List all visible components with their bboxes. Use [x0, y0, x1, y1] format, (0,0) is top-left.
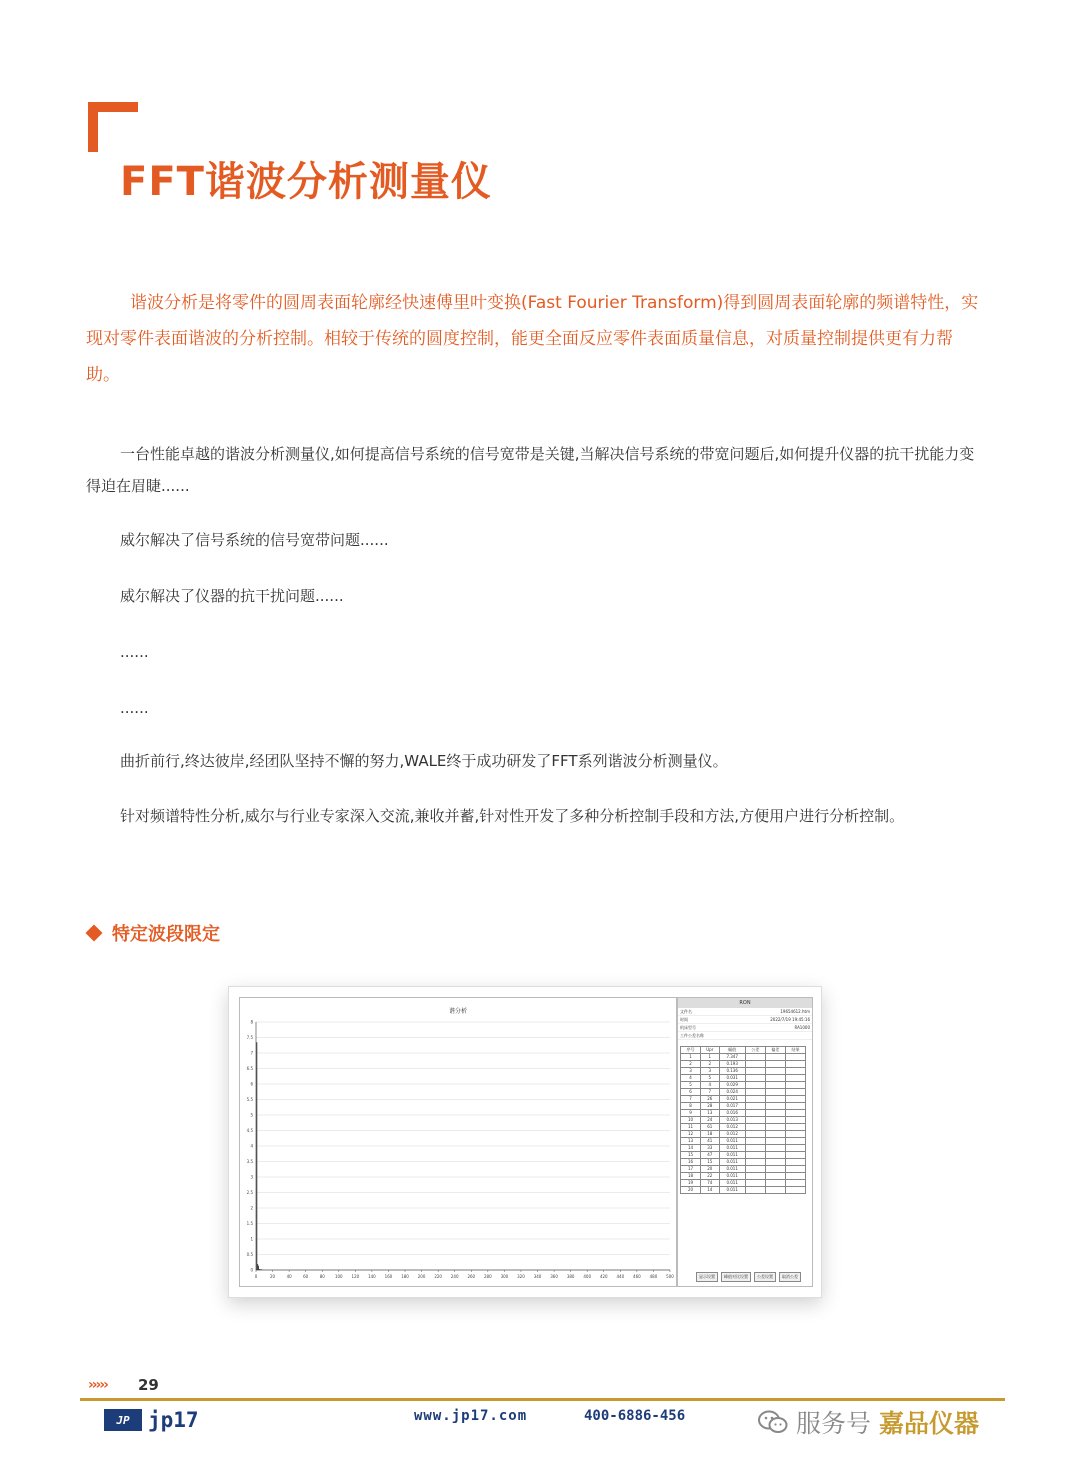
table-cell: [765, 1166, 785, 1173]
table-header-cell: Upr: [701, 1047, 719, 1054]
x-tick-label: 280: [484, 1274, 492, 1279]
table-cell: 0.021: [719, 1096, 745, 1103]
footer-arrows: ›››››: [88, 1377, 107, 1393]
table-cell: 0.012: [719, 1131, 745, 1138]
table-cell: [745, 1159, 765, 1166]
table-cell: [745, 1103, 765, 1110]
table-cell: 7.347: [719, 1054, 745, 1061]
results-panel-header: RON: [678, 998, 812, 1008]
table-cell: 12: [681, 1131, 701, 1138]
table-row: [681, 1061, 806, 1068]
table-row: [681, 1159, 806, 1166]
table-cell: [765, 1075, 785, 1082]
y-tick-label: 5: [250, 1112, 253, 1118]
table-cell: 0.012: [719, 1124, 745, 1131]
table-cell: [785, 1110, 805, 1117]
x-tick-label: 100: [334, 1274, 343, 1279]
x-tick-label: 80: [319, 1274, 325, 1279]
table-cell: [765, 1110, 785, 1117]
body-paragraph: ......: [120, 643, 149, 661]
body-paragraph: 一台性能卓越的谐波分析测量仪,如何提高信号系统的信号宽带是关键,当解决信号系统的带宽问题后,如何提升仪器的抗干扰能力变得迫在眉睫......: [86, 445, 975, 495]
table-cell: 16: [681, 1159, 701, 1166]
table-row: [681, 1166, 806, 1173]
table-row: [681, 1145, 806, 1152]
body-paragraph: 曲折前行,终达彼岸,经团队坚持不懈的努力,WALE终于成功研发了FFT系列谐波分析测量仪。: [120, 752, 728, 770]
table-cell: [765, 1159, 785, 1166]
table-cell: 0.011: [719, 1145, 745, 1152]
y-tick-label: 4.5: [246, 1128, 253, 1133]
logo-text: jp17: [148, 1408, 199, 1432]
table-cell: [745, 1145, 765, 1152]
body-paragraph: 针对频谱特性分析,威尔与行业专家深入交流,兼收并蓄,针对性开发了多种分析控制手段和方法,方便用户进行分析控制。: [120, 807, 905, 825]
table-cell: 14: [701, 1187, 719, 1194]
title-corner-mark-vertical: [88, 102, 98, 152]
x-tick-label: 160: [384, 1274, 393, 1279]
table-cell: 9: [681, 1110, 701, 1117]
x-tick-label: 440: [616, 1274, 625, 1279]
y-tick-label: 1.5: [246, 1221, 253, 1226]
table-cell: [765, 1173, 785, 1180]
table-header-cell: 偏差: [765, 1047, 785, 1054]
table-row: [681, 1075, 806, 1082]
body-paragraph: ......: [120, 699, 149, 717]
panel-button[interactable]: 峰值对比设置: [721, 1272, 751, 1282]
table-cell: [765, 1082, 785, 1089]
table-row: [681, 1117, 806, 1124]
body-paragraph: 威尔解决了信号系统的信号宽带问题......: [120, 531, 389, 549]
table-cell: [785, 1124, 805, 1131]
table-row: [681, 1124, 806, 1131]
table-row: [681, 1138, 806, 1145]
table-cell: 0.029: [719, 1082, 745, 1089]
info-value: 19654612.htm: [780, 1009, 810, 1014]
x-tick-label: 500: [666, 1274, 674, 1279]
watermark-brand: 嘉品仪器: [879, 1409, 980, 1438]
x-tick-label: 220: [434, 1274, 442, 1279]
table-cell: 13: [681, 1138, 701, 1145]
table-cell: 8: [681, 1103, 701, 1110]
x-tick-label: 0: [254, 1274, 258, 1279]
table-cell: [745, 1075, 765, 1082]
table-cell: 0.193: [719, 1061, 745, 1068]
table-cell: [785, 1187, 805, 1194]
table-cell: 22: [701, 1173, 719, 1180]
y-tick-label: 6.5: [246, 1066, 253, 1071]
info-row: [678, 1032, 812, 1040]
website-text: www.jp17.com: [414, 1408, 528, 1424]
x-tick-label: 180: [401, 1274, 409, 1279]
x-tick-label: 240: [450, 1274, 459, 1279]
y-tick-label: 8: [250, 1019, 253, 1025]
phone-text: 400-6886-456: [584, 1408, 686, 1424]
x-tick-label: 200: [417, 1274, 426, 1279]
info-key: 工件公差名称: [680, 1033, 704, 1038]
table-cell: 0.013: [719, 1117, 745, 1124]
y-tick-label: 0.5: [246, 1252, 253, 1257]
table-cell: 0.011: [719, 1159, 745, 1166]
table-cell: 1: [681, 1054, 701, 1061]
section-heading: [88, 920, 220, 946]
table-cell: 17: [681, 1166, 701, 1173]
info-key: 文件名: [680, 1009, 692, 1014]
table-row: [681, 1110, 806, 1117]
body-paragraph: 威尔解决了仪器的抗干扰问题......: [120, 587, 344, 605]
table-cell: [785, 1166, 805, 1173]
table-cell: [785, 1068, 805, 1075]
table-cell: [745, 1187, 765, 1194]
table-cell: 2: [681, 1061, 701, 1068]
table-cell: [785, 1054, 805, 1061]
table-cell: [745, 1152, 765, 1159]
page-title: FFT谐波分析测量仪: [120, 159, 492, 205]
table-cell: [785, 1061, 805, 1068]
table-cell: 18: [701, 1131, 719, 1138]
harmonics-table: [680, 1046, 806, 1194]
panel-button[interactable]: 显示设置: [696, 1272, 718, 1282]
spectrum-chart-pane: [239, 997, 677, 1287]
table-cell: [785, 1096, 805, 1103]
table-cell: [765, 1138, 785, 1145]
section-heading-text: 特定波段限定: [112, 924, 220, 945]
table-cell: 5: [681, 1082, 701, 1089]
table-cell: [785, 1145, 805, 1152]
table-cell: [745, 1082, 765, 1089]
table-cell: 13: [701, 1110, 719, 1117]
table-cell: 5: [701, 1075, 719, 1082]
panel-buttons: [696, 1272, 801, 1282]
table-row: [681, 1082, 806, 1089]
table-cell: [765, 1145, 785, 1152]
info-key: 时间: [680, 1017, 688, 1022]
x-tick-label: 300: [500, 1274, 509, 1279]
y-tick-label: 7: [250, 1050, 253, 1056]
x-tick-label: 380: [566, 1274, 575, 1279]
table-row: [681, 1131, 806, 1138]
table-cell: 2: [701, 1061, 719, 1068]
table-cell: [785, 1131, 805, 1138]
table-cell: [785, 1152, 805, 1159]
table-cell: [765, 1089, 785, 1096]
table-cell: 3: [701, 1068, 719, 1075]
x-tick-label: 460: [633, 1274, 641, 1279]
table-cell: 11: [681, 1124, 701, 1131]
table-cell: [765, 1096, 785, 1103]
table-cell: [785, 1082, 805, 1089]
table-header-cell: 幅值: [719, 1047, 745, 1054]
table-cell: [765, 1131, 785, 1138]
footer-divider: [80, 1398, 1005, 1401]
watermark: [758, 1404, 979, 1440]
table-cell: [745, 1110, 765, 1117]
company-logo: [104, 1408, 199, 1432]
table-cell: 41: [701, 1138, 719, 1145]
table-cell: [745, 1054, 765, 1061]
panel-button[interactable]: 公差设置: [754, 1272, 776, 1282]
table-row: [681, 1173, 806, 1180]
table-cell: [785, 1159, 805, 1166]
x-tick-label: 140: [368, 1274, 376, 1279]
table-cell: 15: [701, 1159, 719, 1166]
table-cell: 20: [681, 1187, 701, 1194]
table-cell: 0.011: [719, 1180, 745, 1187]
table-cell: [745, 1096, 765, 1103]
table-row: [681, 1096, 806, 1103]
x-tick-label: 340: [533, 1274, 542, 1279]
table-cell: 28: [701, 1103, 719, 1110]
intro-paragraph: 谐波分析是将零件的圆周表面轮廓经快速傅里叶变换(Fast Fourier Transform)得到圆周表面轮廓的频谱特性，实现对零件表面谐波的分析控制。相较于传统的圆度控制，能更全面反应零件表面质量信息，对质量控制提供更有力帮助。: [86, 293, 979, 385]
table-cell: 61: [701, 1124, 719, 1131]
table-cell: [765, 1061, 785, 1068]
table-row: [681, 1068, 806, 1075]
y-tick-label: 2.5: [246, 1190, 253, 1195]
table-cell: 0.011: [719, 1187, 745, 1194]
spectrum-chart: [240, 998, 676, 1286]
table-cell: 0.011: [719, 1152, 745, 1159]
table-cell: [745, 1180, 765, 1187]
x-tick-label: 360: [550, 1274, 558, 1279]
y-tick-label: 1: [250, 1236, 253, 1242]
table-cell: [745, 1138, 765, 1145]
table-cell: 0.024: [719, 1089, 745, 1096]
table-cell: [765, 1180, 785, 1187]
page-number: 29: [138, 1376, 159, 1394]
info-key: 机床型号: [680, 1025, 696, 1030]
panel-button[interactable]: 取消公差: [779, 1272, 801, 1282]
table-cell: 33: [701, 1145, 719, 1152]
table-cell: [785, 1138, 805, 1145]
table-cell: [785, 1173, 805, 1180]
x-tick-label: 40: [286, 1274, 292, 1279]
table-cell: [745, 1061, 765, 1068]
table-cell: [785, 1103, 805, 1110]
table-cell: 19: [681, 1180, 701, 1187]
table-cell: 26: [701, 1096, 719, 1103]
table-cell: 4: [701, 1082, 719, 1089]
table-cell: 15: [681, 1152, 701, 1159]
table-cell: 0.016: [719, 1110, 745, 1117]
y-tick-label: 5.5: [246, 1097, 253, 1102]
table-cell: [765, 1068, 785, 1075]
software-screenshot: [228, 986, 822, 1298]
table-cell: [745, 1068, 765, 1075]
table-cell: 7: [701, 1089, 719, 1096]
table-cell: [745, 1089, 765, 1096]
info-row: [678, 1008, 812, 1016]
table-cell: 0.011: [719, 1173, 745, 1180]
table-cell: [765, 1103, 785, 1110]
table-cell: [745, 1124, 765, 1131]
table-row: [681, 1089, 806, 1096]
table-cell: 0.011: [719, 1166, 745, 1173]
table-cell: 18: [681, 1173, 701, 1180]
table-row: [681, 1180, 806, 1187]
table-cell: [765, 1054, 785, 1061]
x-tick-label: 420: [599, 1274, 608, 1279]
table-row: [681, 1152, 806, 1159]
table-row: [681, 1054, 806, 1061]
table-cell: 74: [701, 1180, 719, 1187]
y-tick-label: 7.5: [246, 1035, 253, 1040]
table-cell: [785, 1180, 805, 1187]
x-tick-label: 320: [517, 1274, 525, 1279]
diamond-icon: [86, 925, 103, 942]
table-cell: 6: [681, 1089, 701, 1096]
info-row: [678, 1016, 812, 1024]
table-cell: [765, 1152, 785, 1159]
table-cell: [765, 1124, 785, 1131]
y-tick-label: 3: [250, 1174, 253, 1180]
logo-icon: JP: [104, 1409, 142, 1431]
table-cell: [785, 1089, 805, 1096]
y-tick-label: 4: [250, 1143, 253, 1149]
x-tick-label: 480: [649, 1274, 658, 1279]
table-cell: 1: [701, 1054, 719, 1061]
table-cell: 3: [681, 1068, 701, 1075]
watermark-service: 服务号: [796, 1409, 872, 1438]
table-cell: 0.031: [719, 1075, 745, 1082]
x-tick-label: 260: [467, 1274, 476, 1279]
table-row: [681, 1103, 806, 1110]
table-cell: 14: [681, 1145, 701, 1152]
y-tick-label: 3.5: [246, 1159, 253, 1164]
results-panel: [677, 997, 813, 1287]
table-cell: 20: [701, 1166, 719, 1173]
y-tick-label: 2: [250, 1205, 253, 1211]
x-tick-label: 400: [583, 1274, 592, 1279]
table-cell: 24: [701, 1117, 719, 1124]
info-row: [678, 1024, 812, 1032]
wechat-icon: [758, 1409, 788, 1435]
table-cell: 7: [681, 1096, 701, 1103]
y-tick-label: 0: [250, 1267, 253, 1273]
table-cell: [745, 1173, 765, 1180]
table-cell: 10: [681, 1117, 701, 1124]
table-cell: [765, 1117, 785, 1124]
table-header-cell: 公差: [745, 1047, 765, 1054]
table-cell: [745, 1131, 765, 1138]
table-row: [681, 1187, 806, 1194]
table-cell: [785, 1075, 805, 1082]
table-cell: 4: [681, 1075, 701, 1082]
table-cell: 0.017: [719, 1103, 745, 1110]
y-tick-label: 6: [250, 1081, 253, 1087]
table-cell: [785, 1117, 805, 1124]
table-cell: 0.011: [719, 1138, 745, 1145]
chart-title: 谐分析: [448, 1008, 467, 1015]
table-header-cell: 序号: [681, 1047, 701, 1054]
table-cell: [745, 1117, 765, 1124]
x-tick-label: 20: [270, 1274, 276, 1279]
info-list: [678, 1008, 812, 1040]
info-value: 2022/7/19 19:45:16: [770, 1017, 810, 1022]
x-tick-label: 120: [351, 1274, 360, 1279]
x-tick-label: 60: [303, 1274, 309, 1279]
table-cell: [765, 1187, 785, 1194]
info-value: RA1000: [794, 1025, 810, 1030]
table-cell: [745, 1166, 765, 1173]
table-cell: 47: [701, 1152, 719, 1159]
table-header-cell: 结果: [785, 1047, 805, 1054]
table-cell: 0.136: [719, 1068, 745, 1075]
